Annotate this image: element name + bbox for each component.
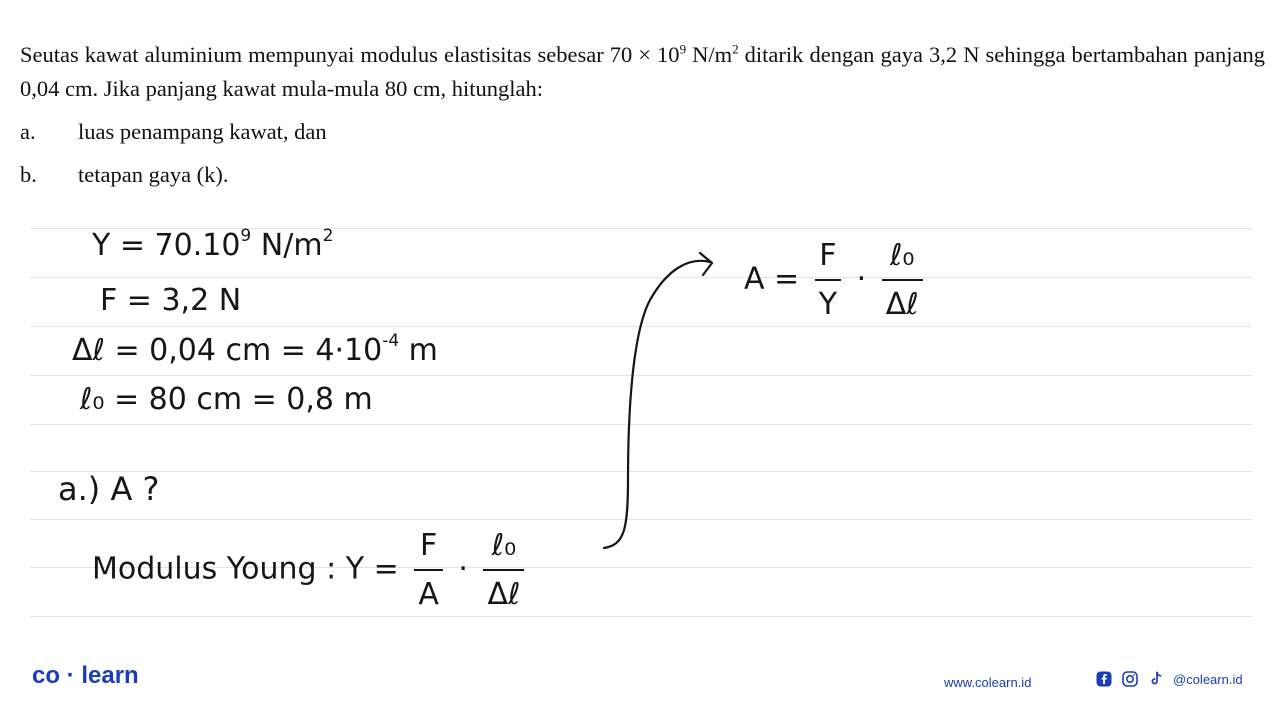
logo-part: learn: [81, 662, 139, 689]
fraction-denominator: Y: [818, 287, 838, 322]
hw-exponent: 9: [240, 226, 252, 246]
social-links: [1095, 670, 1243, 688]
ruled-line: [30, 326, 1252, 327]
fraction-denominator: A: [418, 577, 439, 612]
fraction-denominator: Δℓ: [487, 577, 521, 612]
area-formula: [744, 238, 929, 322]
hw-text: Δℓ = 0,04 cm = 4·10: [72, 333, 383, 368]
fraction-f-over-a: [414, 528, 443, 612]
given-initial-length: ℓ₀ = 80 cm = 0,8 m: [80, 382, 373, 417]
unit-nm: N/m: [686, 42, 733, 67]
question-a-label: a.) A ?: [58, 470, 160, 508]
facebook-icon[interactable]: [1095, 670, 1113, 688]
fraction-l0-over-dl: [882, 238, 923, 322]
ruled-line: [30, 519, 1252, 520]
given-elongation: [72, 333, 438, 368]
hw-unit: m: [399, 333, 438, 368]
fraction-bar: [815, 279, 841, 281]
ruled-line: [30, 277, 1252, 278]
fraction-bar: [483, 569, 524, 571]
hw-exponent: 2: [322, 226, 334, 246]
problem-text: [20, 38, 1265, 192]
problem-paragraph-start: Seutas kawat aluminium mempunyai modulus elastisitas sebesar 70 × 10: [20, 42, 680, 67]
fraction-numerator: F: [819, 238, 837, 273]
hw-text: A =: [744, 261, 800, 297]
exponent-2: 2: [732, 41, 739, 57]
colearn-logo: [32, 662, 139, 690]
item-text: luas penampang kawat, dan: [78, 119, 327, 144]
hw-text: Y = 70.10: [92, 228, 241, 263]
hw-text: Modulus Young : Y =: [92, 551, 399, 587]
website-link[interactable]: www.colearn.id: [944, 675, 1032, 690]
question-item-b: [20, 158, 1265, 192]
fraction-numerator: ℓ₀: [889, 238, 915, 273]
question-item-a: [20, 115, 1265, 149]
fraction-f-over-y: [815, 238, 841, 322]
fraction-numerator: F: [419, 528, 438, 563]
item-text: tetapan gaya (k).: [78, 162, 229, 187]
young-modulus-formula: [92, 528, 530, 612]
hw-unit: N/m: [251, 228, 323, 263]
exponent-9: 9: [679, 41, 687, 57]
fraction-bar: [882, 279, 923, 281]
instagram-icon[interactable]: [1121, 670, 1139, 688]
logo-part: co: [32, 662, 61, 689]
fraction-denominator: Δℓ: [885, 287, 919, 322]
multiply-dot: ·: [856, 261, 867, 297]
fraction-bar: [414, 569, 443, 571]
social-handle[interactable]: @colearn.id: [1173, 671, 1243, 687]
ruled-line: [30, 471, 1252, 472]
problem-paragraph: [20, 38, 1265, 106]
item-label: b.: [20, 162, 37, 187]
ruled-line: [30, 375, 1252, 376]
multiply-dot: ·: [458, 551, 468, 587]
given-young-modulus: [92, 228, 333, 263]
ruled-line: [30, 616, 1252, 617]
item-label: a.: [20, 119, 36, 144]
fraction-numerator: ℓ₀: [491, 528, 517, 563]
given-force: F = 3,2 N: [100, 283, 242, 318]
ruled-line: [30, 424, 1252, 425]
hw-exponent: -4: [382, 331, 400, 351]
logo-dot: ·: [60, 662, 82, 689]
fraction-l0-over-dl: [483, 528, 524, 612]
tiktok-icon[interactable]: [1147, 670, 1165, 688]
problem-paragraph-rest: ditarik dengan gaya 3,2 N sehingga bertambahan panjang 0,04 cm. Jika panjang kawat mula-mula 80 cm, hitunglah:: [20, 42, 1265, 101]
